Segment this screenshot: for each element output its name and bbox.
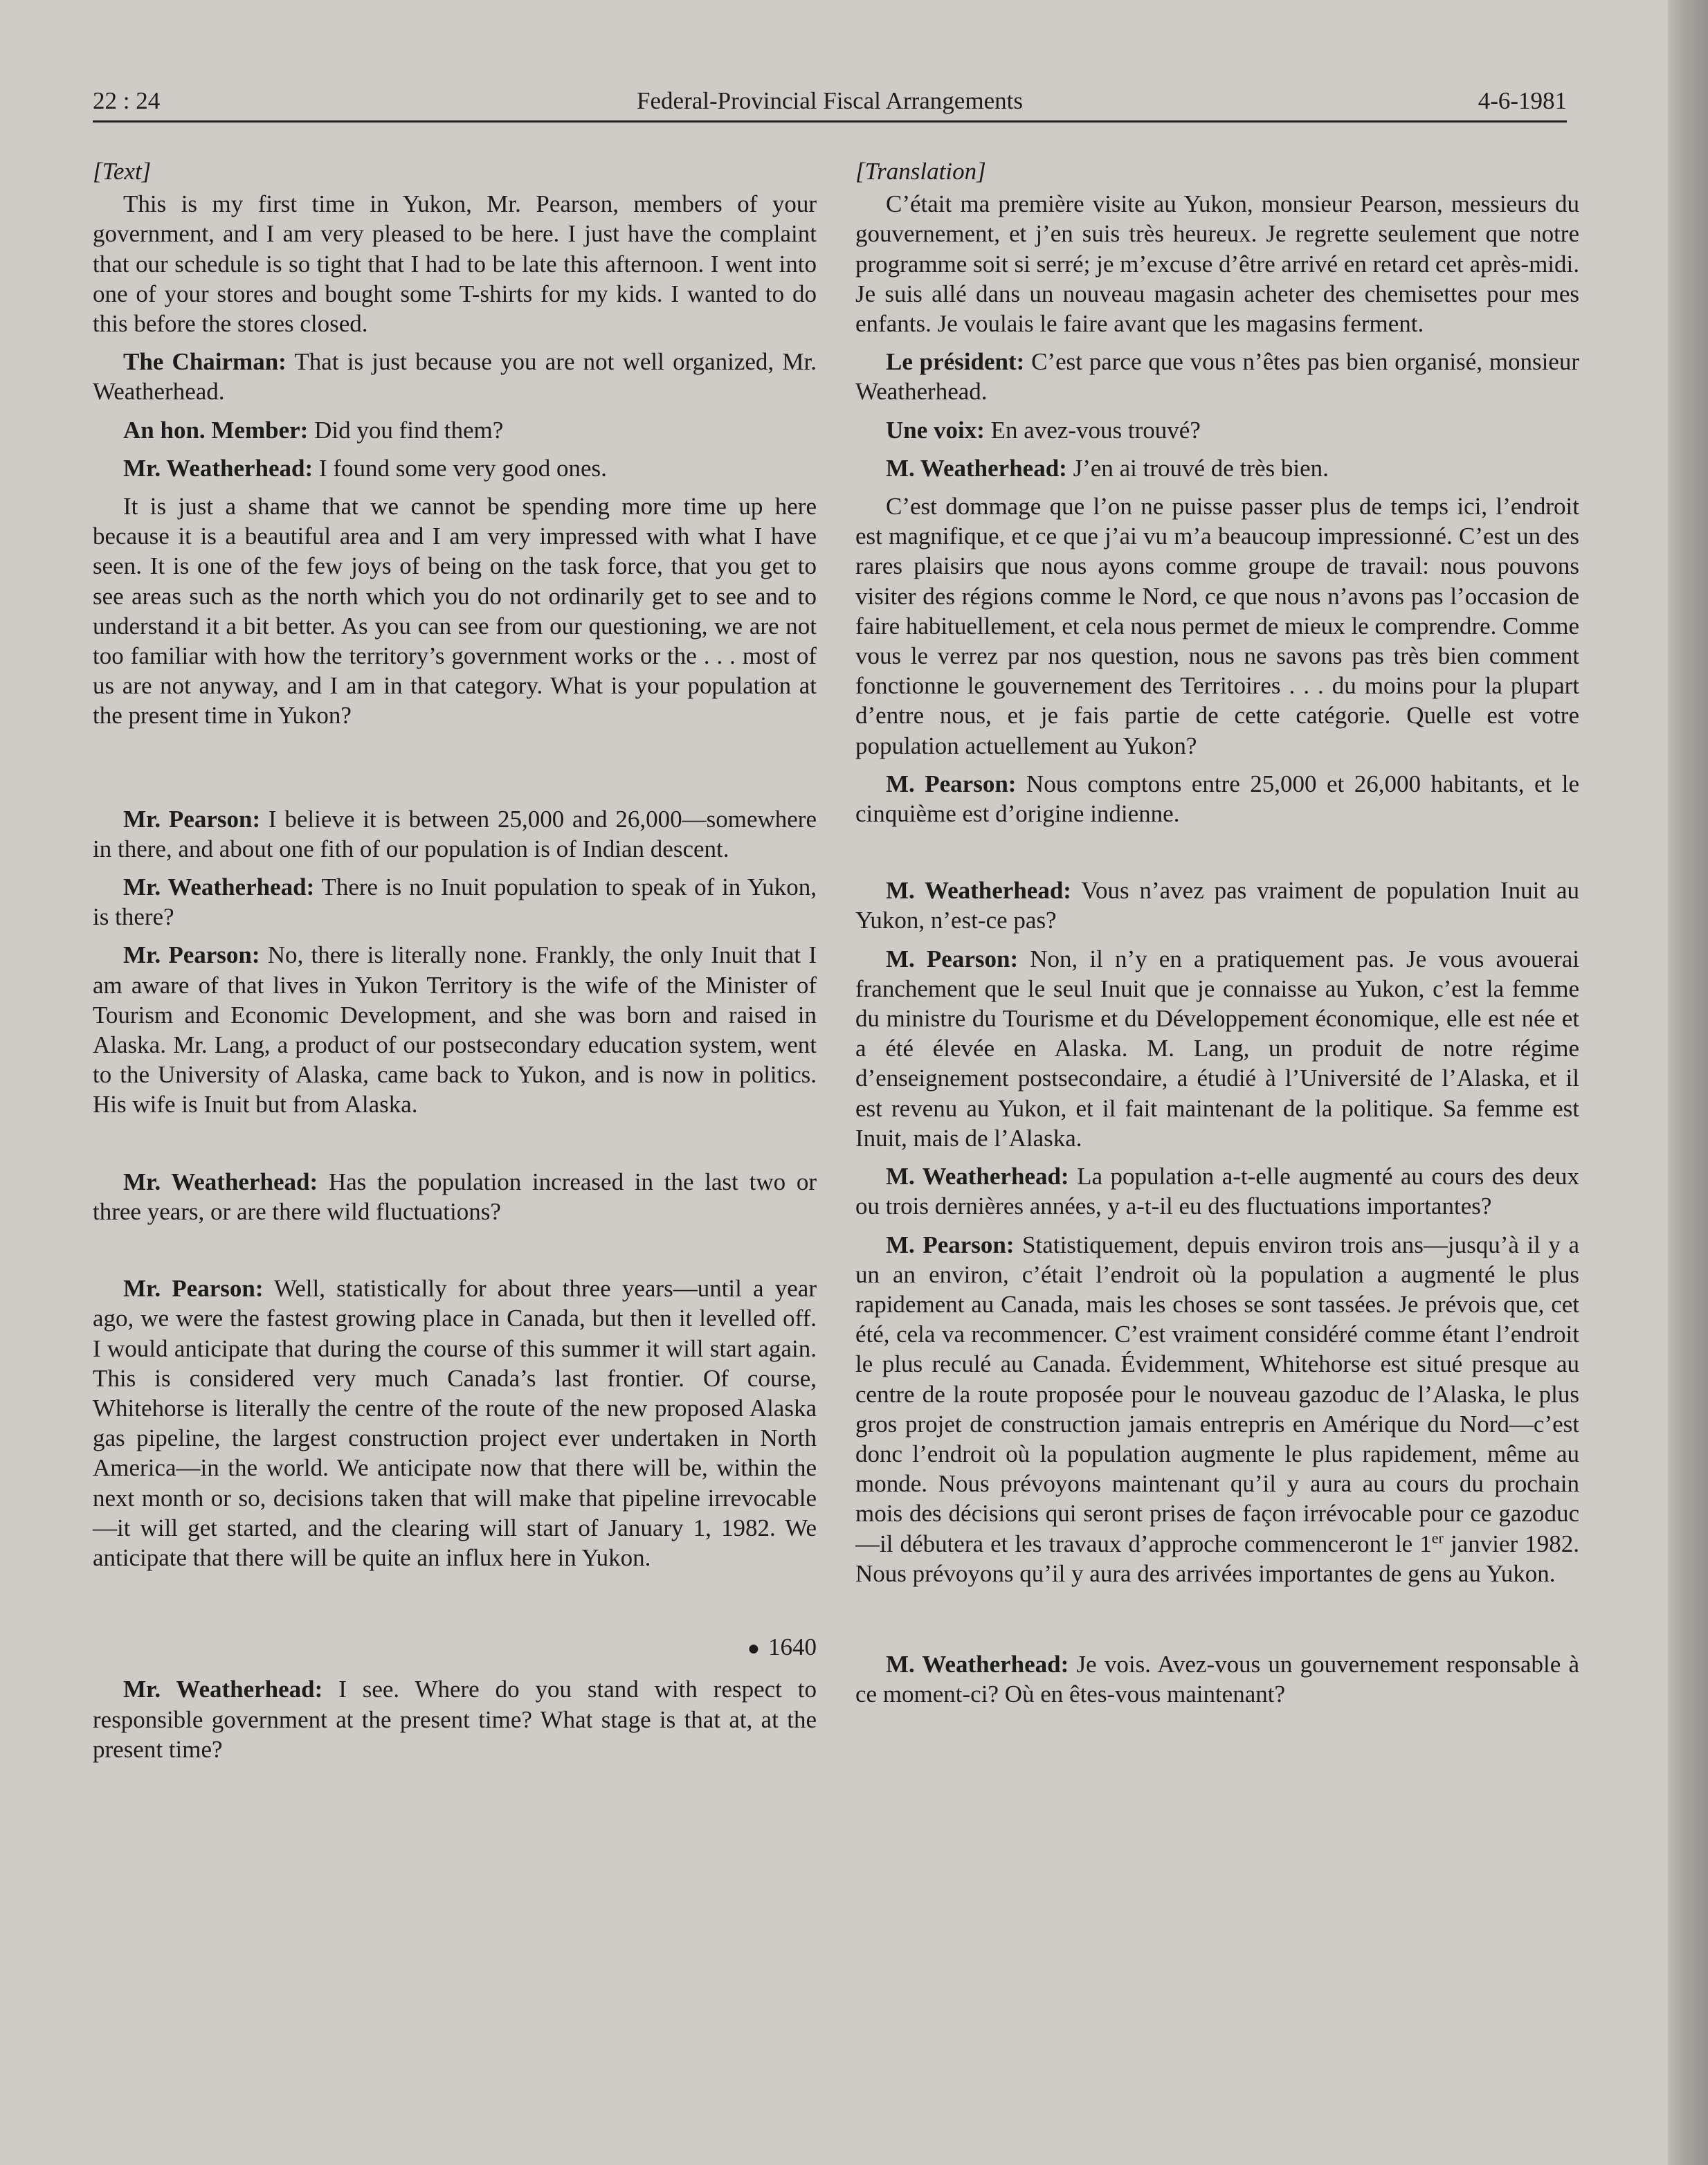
speaker: Mr. Pearson: <box>123 1275 264 1303</box>
speaker: Mr. Weatherhead: <box>123 454 314 482</box>
speaker: Le président: <box>886 348 1025 376</box>
speaker: M. Pearson: <box>886 945 1019 972</box>
paragraph <box>855 347 1579 406</box>
speaker: M. Pearson: <box>886 770 1017 797</box>
speaker: M. Weatherhead: <box>886 454 1067 482</box>
column-heading: [Translation] <box>855 158 986 185</box>
paragraph <box>855 1230 1579 1588</box>
column-heading: [Text] <box>93 158 152 185</box>
paragraph <box>93 453 817 483</box>
page-header <box>93 82 1567 123</box>
speaker: An hon. Member: <box>123 416 309 444</box>
speech: That is just because you are not well organized, Mr. Weatherhead. <box>93 348 817 406</box>
speech: janvier 1982. Nous prévoyons qu’il y aura des arrivées importantes de gens au Yukon. <box>855 1530 1579 1587</box>
speech: There is no Inuit population to speak of in Yukon, is there? <box>93 873 817 931</box>
speech: I see. Where do you stand with respect to responsible government at the present time? What stage is that at, at the present time? <box>93 1676 817 1763</box>
speaker: Mr. Weatherhead: <box>123 1676 323 1703</box>
speech: J’en ai trouvé de très bien. <box>1066 454 1329 482</box>
speech: Well, statistically for about three years—until a year ago, we were the fastest growing place in Canada, but then it levelled off. I would anticipate that during the course of this summer it will start again. This is considered very much Canada’s last frontier. Of course, Whitehorse is literally the centre of the route of the new proposed Alaska gas pipeline, the largest construction project ever undertaken in North America—in the world. We anticipate now that there will be, within the next month or so, decisions taken that will make that pipeline irrevocable—it will get started, and the clearing will start of January 1, 1982. We anticipate that there will be quite an influx here in Yukon. <box>93 1275 817 1571</box>
paragraph <box>93 872 817 932</box>
english-column <box>93 156 817 1773</box>
paragraph: C’était ma première visite au Yukon, monsieur Pearson, messieurs du gouvernement, et j’en suis très heureux. Je regrette seulement que notre programme soit si serré; je m’excuse d’être arrivé en retard cet après-midi. Je suis allé dans un nouveau magasin acheter des chemisettes pour mes enfants. Je voulais le faire avant que les magasins ferment. <box>855 190 1579 338</box>
paragraph: C’est dommage que l’on ne puisse passer plus de temps ici, l’endroit est magnifique, et ce que j’ai vu m’a beaucoup impressionné. C’est un des rares plaisirs que nous ayons comme groupe de travail: nous pouvons visiter des régions comme le Nord, ce que nous n’avons pas l’occasion de faire habituellement, et cela nous permet de mieux le comprendre. Comme vous le verrez par nos question, nous ne savons pas très bien comment fonctionne le gouvernement des Territoires . . . du moins pour la plupart d’entre nous, et je fais partie de cette catégorie. Quelle est votre population actuellement au Yukon? <box>855 493 1579 759</box>
spacer <box>93 739 817 804</box>
speaker: M. Pearson: <box>886 1231 1015 1258</box>
paragraph <box>855 876 1579 935</box>
paragraph <box>855 1649 1579 1709</box>
speech: Non, il n’y en a pratiquement pas. Je vous avouerai franchement que le seul Inuit que je connaisse au Yukon, c’est la femme du ministre du Tourisme et du Développement économique, elle est née et a été élevée en Alaska. M. Lang, un produit de notre régime d’enseignement postsecondaire, a étudié à l’Université de l’Alaska, et il est revenu au Yukon, et il fait maintenant de la politique. Sa femme est Inuit, mais de l’Alaska. <box>855 945 1579 1152</box>
speech: No, there is literally none. Frankly, the only Inuit that I am aware of that lives in Yukon Territory is the wife of the Minister of Tourism and Economic Development, and she was born and raised in Alaska. Mr. Lang, a product of our postsecondary education system, went to the University of Alaska, came back to Yukon, and is now in politics. His wife is Inuit but from Alaska. <box>93 941 817 1118</box>
speech: La population a-t-elle augmenté au cours des deux ou trois dernières années, y a-t-il eu des fluctuations importantes? <box>855 1163 1580 1220</box>
spacer <box>93 1235 817 1274</box>
speech: Vous n’avez pas vraiment de population Inuit au Yukon, n’est-ce pas? <box>855 877 1579 934</box>
paragraph <box>855 415 1579 445</box>
speaker: The Chairman: <box>123 348 287 376</box>
speaker: Mr. Pearson: <box>123 941 260 969</box>
paragraph: This is my first time in Yukon, Mr. Pearson, members of your government, and I am very pleased to be here. I just have the complaint that our schedule is so tight that I had to be late this afternoon. I went into one of your stores and bought some T-shirts for my kids. I wanted to do this before the stores closed. <box>93 190 817 338</box>
time-marker <box>93 1632 817 1663</box>
speech: C’est parce que vous n’êtes pas bien organisé, monsieur Weatherhead. <box>855 348 1579 406</box>
speaker: Une voix: <box>886 416 985 444</box>
paragraph <box>855 944 1579 1153</box>
speech: Nous comptons entre 25,000 et 26,000 habitants, et le cinquième est d’origine indienne. <box>855 770 1579 828</box>
superscript: er <box>1431 1528 1444 1546</box>
paragraph <box>855 769 1579 828</box>
speech: Je vois. Avez-vous un gouvernement responsable à ce moment-ci? Où en êtes-vous maintenant? <box>855 1650 1579 1708</box>
page-number: 22 : 24 <box>93 87 161 114</box>
speaker: Mr. Weatherhead: <box>123 873 315 901</box>
speech: Statistiquement, depuis environ trois ans—jusqu’à il y a un an environ, c’était l’endroit où la population a augmenté le plus rapidement au Canada, mais les choses se sont tassées. Je prévois que, cet été, cela va recommencer. C’est vraiment considéré comme étant l’endroit le plus reculé au Canada. Évidemment, Whitehorse est situé presque au centre de la route proposée pour le nouveau gazoduc de l’Alaska, le plus gros projet de construction jamais entrepris en Amérique du Nord—c’est donc l’endroit où la population augmente le plus rapidement, même au monde. Nous prévoyons maintenant qu’il y aura au cours du prochain mois des décisions qui seront prises de façon irrévocable pour ce gazoduc—il débutera et les travaux d’approche commenceront le 1 <box>855 1231 1579 1557</box>
speaker: M. Weatherhead: <box>886 1163 1069 1190</box>
speech: I believe it is between 25,000 and 26,000—somewhere in there, and about one fith of our population is of Indian descent. <box>93 805 817 862</box>
paragraph <box>93 415 817 445</box>
paragraph: It is just a shame that we cannot be spending more time up here because it is a beautiful area and I am very impressed with what I have seen. It is one of the few joys of being on the task force, that you get to see areas such as the north which you do not ordinarily get to see and to understand it a bit better. As you can see from our questioning, we are not too familiar with how the territory’s government works or the . . . most of us are not anyway, and I am in that category. What is your population at the present time in Yukon? <box>93 493 817 730</box>
speech: I found some very good ones. <box>313 454 607 482</box>
spacer <box>855 1597 1579 1649</box>
paragraph <box>93 1674 817 1764</box>
time-marker-value: 1640 <box>768 1633 817 1661</box>
spacer <box>93 1581 817 1620</box>
speaker: M. Weatherhead: <box>886 1650 1069 1678</box>
paragraph <box>93 804 817 864</box>
book-spine-shadow <box>1668 0 1708 2165</box>
paragraph <box>93 1274 817 1573</box>
paragraph <box>93 1167 817 1226</box>
paragraph <box>93 940 817 1119</box>
speech: Did you find them? <box>308 416 504 444</box>
spacer <box>855 837 1579 876</box>
paragraph <box>855 453 1579 483</box>
speech: Has the population increased in the last two or three years, or are there wild fluctuations? <box>93 1168 817 1225</box>
paragraph <box>855 1161 1579 1221</box>
french-column <box>855 156 1579 1717</box>
speaker: Mr. Pearson: <box>123 805 261 833</box>
spacer <box>93 1128 817 1167</box>
speech: En avez-vous trouvé? <box>984 416 1201 444</box>
paragraph <box>93 347 817 406</box>
page-date: 4-6-1981 <box>1478 87 1567 114</box>
bullet-icon: ● <box>747 1637 760 1660</box>
running-title: Federal-Provincial Fiscal Arrangements <box>637 87 1023 114</box>
speaker: Mr. Weatherhead: <box>123 1168 318 1195</box>
speaker: M. Weatherhead: <box>886 877 1071 905</box>
